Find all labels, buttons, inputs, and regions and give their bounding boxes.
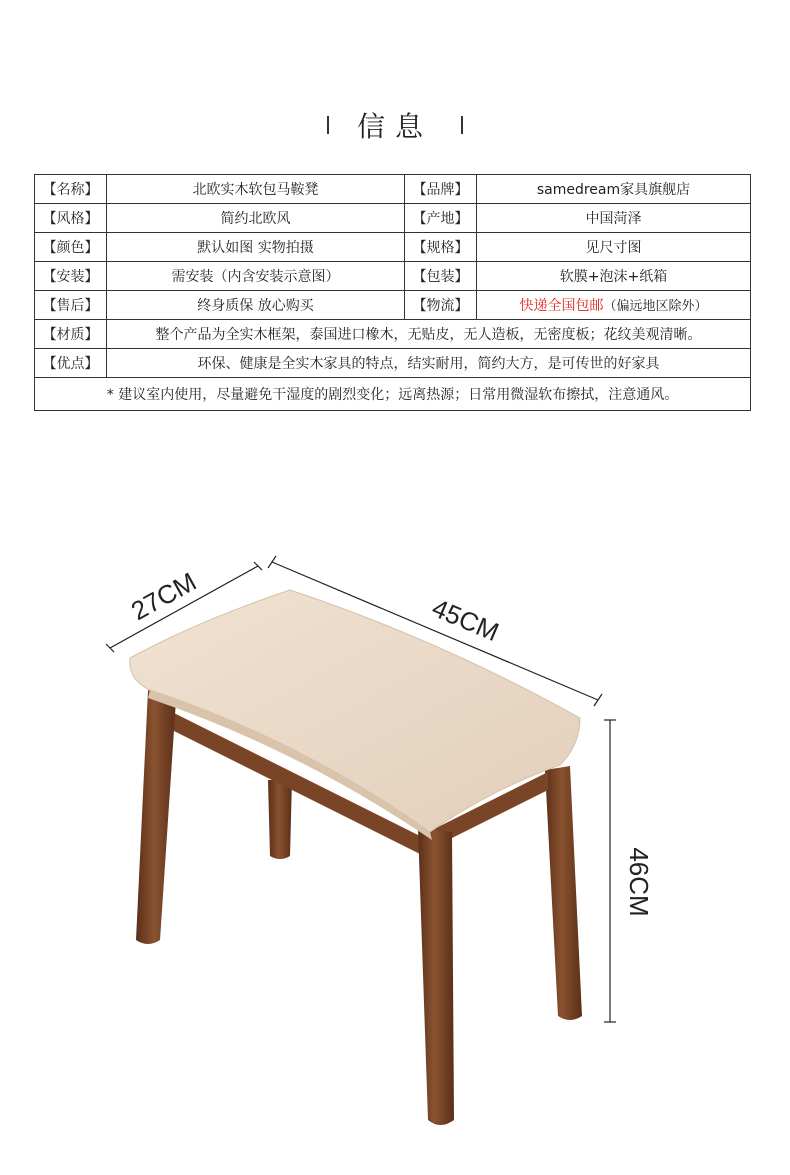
row-key: 【品牌】	[405, 175, 477, 204]
table-row	[35, 233, 751, 262]
title-left-bar	[327, 116, 329, 134]
title-right-bar	[461, 116, 463, 134]
table-row	[35, 262, 751, 291]
table-row	[35, 320, 751, 349]
front-left-leg	[136, 690, 176, 944]
care-note: * 建议室内使用，尽量避免干湿度的剧烈变化；远离热源；日常用微湿软布擦拭，注意通风。	[35, 378, 751, 411]
row-key: 【包装】	[405, 262, 477, 291]
row-value: 终身质保 放心购买	[107, 291, 405, 320]
row-value: 见尺寸图	[477, 233, 751, 262]
table-row	[35, 175, 751, 204]
row-key: 【材质】	[35, 320, 107, 349]
row-value: 默认如图 实物拍摄	[107, 233, 405, 262]
back-right-leg	[545, 766, 582, 1020]
front-right-leg	[418, 828, 454, 1125]
row-key: 【名称】	[35, 175, 107, 204]
row-value: 北欧实木软包马鞍凳	[107, 175, 405, 204]
row-key: 【颜色】	[35, 233, 107, 262]
depth-label: 27CM	[126, 566, 202, 627]
material-value: 整个产品为全实木框架，泰国进口橡木，无贴皮，无人造板，无密度板；花纹美观清晰。	[107, 320, 751, 349]
product-info-table	[34, 174, 751, 411]
row-key: 【风格】	[35, 204, 107, 233]
width-label: 45CM	[427, 592, 504, 648]
table-row	[35, 291, 751, 320]
row-value: 需安装（内含安装示意图）	[107, 262, 405, 291]
row-key: 【安装】	[35, 262, 107, 291]
section-header	[0, 100, 790, 150]
row-key: 【优点】	[35, 349, 107, 378]
table-row	[35, 349, 751, 378]
free-shipping-text: 快递全国包邮	[519, 298, 604, 314]
shipping-exception-text: （偏远地区除外）	[603, 299, 708, 314]
table-row	[35, 378, 751, 411]
row-key: 【物流】	[405, 291, 477, 320]
row-value: 中国菏泽	[477, 204, 751, 233]
row-value: 简约北欧风	[107, 204, 405, 233]
row-key: 【产地】	[405, 204, 477, 233]
row-key: 【售后】	[35, 291, 107, 320]
height-dimension	[604, 720, 654, 1022]
table-row	[35, 204, 751, 233]
shipping-value	[477, 291, 751, 320]
advantage-value: 环保、健康是全实木家具的特点，结实耐用，简约大方，是可传世的好家具	[107, 349, 751, 378]
row-value: 软膜+泡沫+纸箱	[477, 262, 751, 291]
section-title: 信息	[356, 110, 433, 143]
row-value: samedream家具旗舰店	[477, 175, 751, 204]
stool-dimension-diagram	[0, 540, 790, 1160]
height-label: 46CM	[624, 847, 654, 917]
back-left-leg	[268, 780, 292, 859]
row-key: 【规格】	[405, 233, 477, 262]
